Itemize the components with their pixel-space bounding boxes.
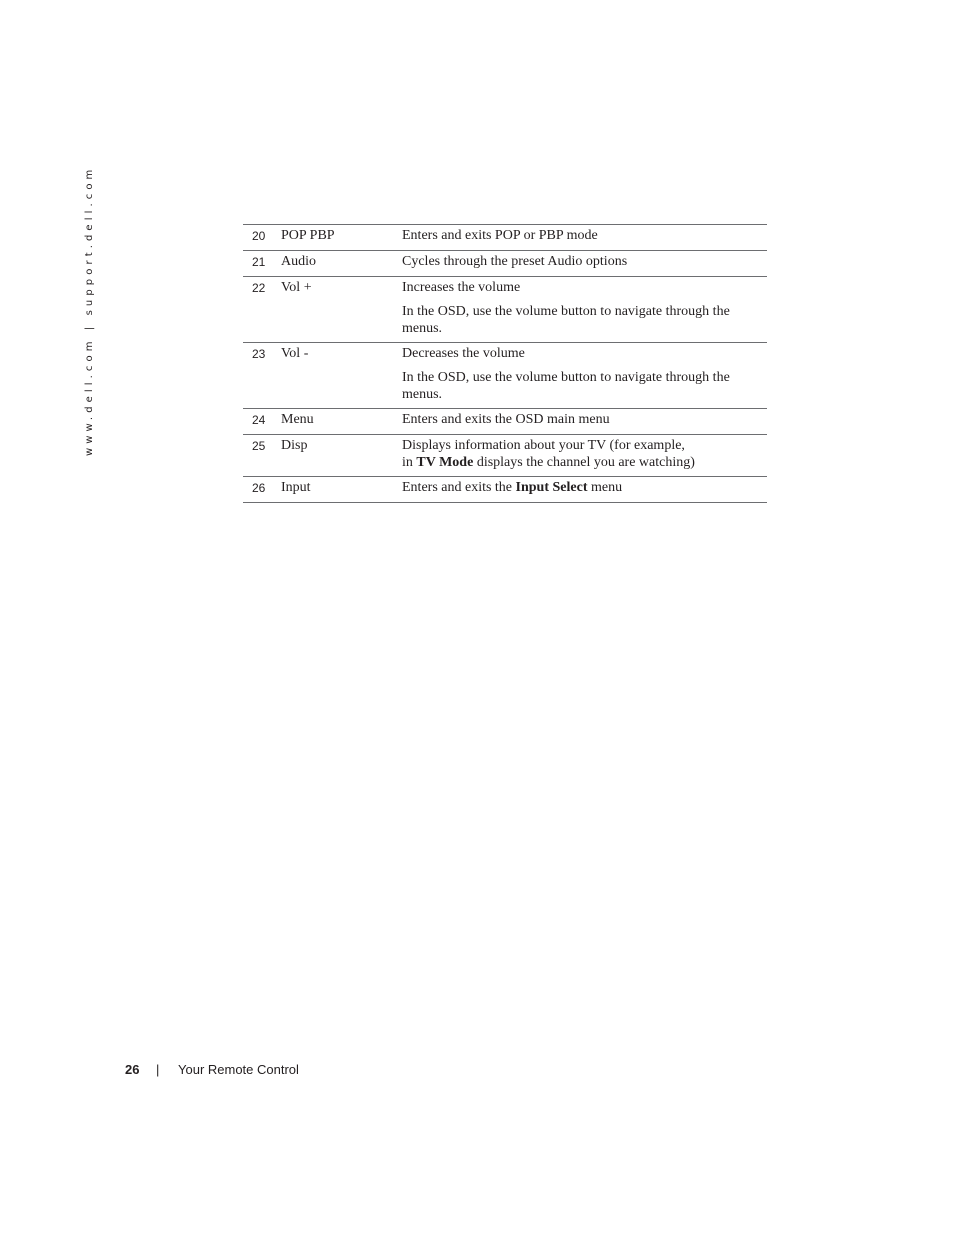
row-number: 22	[252, 281, 266, 295]
button-description: Cycles through the preset Audio options	[402, 254, 628, 269]
button-description: Enters and exits the OSD main menu	[402, 412, 610, 427]
button-description: Enters and exits POP or PBP mode	[402, 228, 598, 243]
button-name: Disp	[281, 438, 308, 453]
remote-buttons-table	[243, 224, 767, 503]
row-number: 26	[252, 481, 266, 495]
row-number: 23	[252, 347, 266, 361]
button-name: Input	[281, 480, 311, 495]
row-number: 21	[252, 255, 266, 269]
row-number: 20	[252, 229, 266, 243]
table-row	[243, 343, 767, 409]
button-description: Enters and exits the Input Select menu	[402, 480, 623, 495]
table-row	[243, 251, 767, 277]
table-row	[243, 225, 767, 251]
button-name: Menu	[281, 412, 314, 427]
section-title: Your Remote Control	[178, 1062, 299, 1077]
button-description: Displays information about your TV (for example, in TV Mode displays the channel you are watching)	[402, 438, 695, 470]
button-description: Decreases the volume In the OSD, use the volume button to navigate through the menus.	[402, 346, 730, 402]
page-footer	[125, 1061, 299, 1079]
sidebar-url: www.dell.com | support.dell.com	[84, 165, 95, 456]
button-name: Vol -	[281, 346, 309, 361]
button-name: Audio	[281, 254, 316, 269]
row-number: 25	[252, 439, 266, 453]
row-number: 24	[252, 413, 266, 427]
table-row	[243, 409, 767, 435]
button-name: POP PBP	[281, 228, 335, 243]
table-row	[243, 277, 767, 343]
button-description: Increases the volume In the OSD, use the volume button to navigate through the menus.	[402, 280, 730, 336]
footer-separator: |	[156, 1062, 160, 1077]
page-number: 26	[125, 1062, 140, 1077]
table-row	[243, 435, 767, 477]
table-row	[243, 477, 767, 503]
button-name: Vol +	[281, 280, 312, 295]
